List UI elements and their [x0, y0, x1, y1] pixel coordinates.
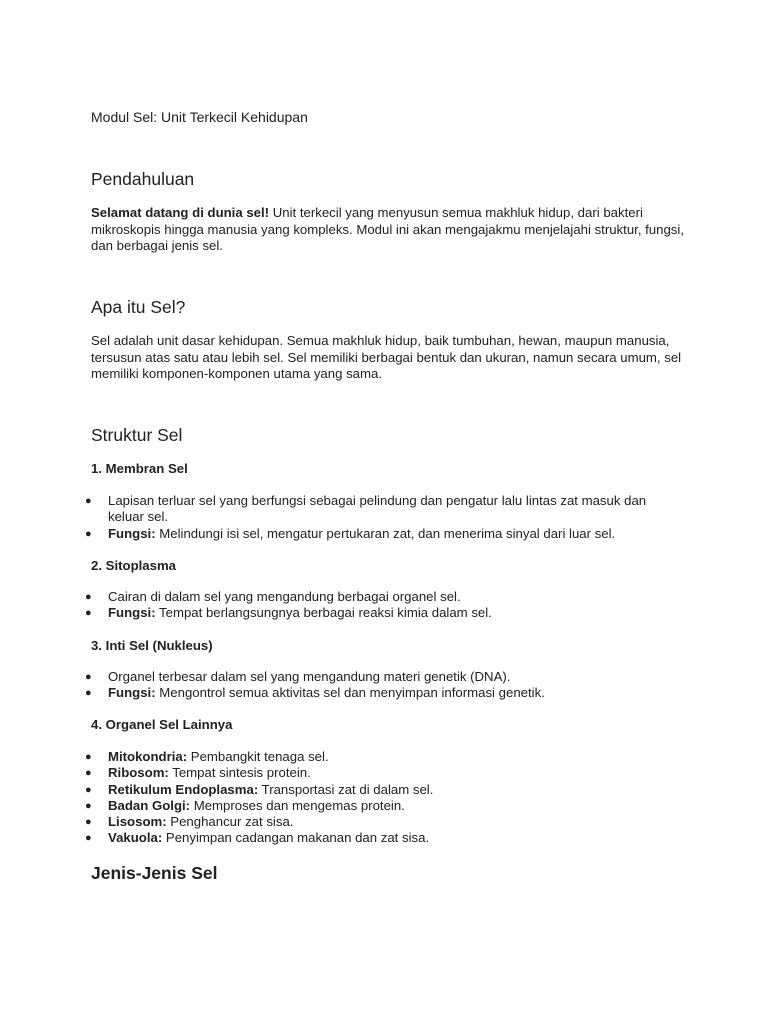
bullet-icon: ●: [85, 751, 92, 763]
item-label: Fungsi:: [108, 685, 156, 701]
item-text: Penyimpan cadangan makanan dan zat sisa.: [162, 830, 430, 846]
paragraph-apa-itu-sel: Sel adalah unit dasar kehidupan. Semua makhluk hidup, baik tumbuhan, hewan, maupun manusia, tersusun atas satu atau lebih sel. Sel memiliki berbagai bentuk dan ukuran, namun secara umum, sel memiliki komponen-komponen utama yang sama.: [91, 333, 682, 381]
intro-text: Unit terkecil yang menyusun semua makhluk hidup, dari bakteri mikroskopis hingga manusia yang kompleks. Modul ini akan mengajakmu menjelajahi struktur, fungsi, dan berbagai jenis sel.: [91, 205, 684, 253]
intro-bold-text: Selamat datang di dunia sel!: [91, 205, 270, 220]
item-label: Fungsi:: [108, 605, 156, 621]
bullet-icon: ●: [85, 591, 92, 603]
list-item: [85, 605, 685, 621]
bullet-icon: ●: [85, 687, 92, 700]
item-text: Melindungi isi sel, mengatur pertukaran zat, dan menerima sinyal dari luar sel.: [155, 525, 616, 541]
item-text: Pembangkit tenaga sel.: [187, 749, 329, 764]
list-item: [85, 782, 685, 798]
list-item: [85, 669, 685, 685]
subheading-organel-lainnya: 4. Organel Sel Lainnya: [91, 717, 233, 732]
list-sitoplasma: [85, 589, 685, 622]
list-item: [85, 830, 685, 846]
list-membran-sel: [85, 493, 685, 542]
subheading-sitoplasma: 2. Sitoplasma: [91, 558, 177, 573]
bullet-icon: ●: [85, 832, 92, 845]
document-title: Modul Sel: Unit Terkecil Kehidupan: [91, 109, 308, 125]
list-item: [85, 493, 685, 526]
heading-struktur-sel: Struktur Sel: [91, 425, 183, 445]
list-inti-sel: [85, 669, 685, 702]
heading-jenis-sel: Jenis-Jenis Sel: [91, 863, 218, 883]
bullet-icon: ●: [85, 607, 92, 620]
list-item: [85, 749, 685, 765]
heading-apa-itu-sel: Apa itu Sel?: [91, 297, 186, 317]
list-item: [85, 765, 685, 781]
heading-pendahuluan: Pendahuluan: [91, 169, 195, 189]
bullet-icon: ●: [85, 495, 92, 507]
bullet-icon: ●: [85, 816, 92, 829]
item-label: Vakuola:: [108, 830, 163, 846]
item-text: Transportasi zat di dalam sel.: [258, 781, 434, 797]
item-label: Mitokondria:: [108, 749, 188, 764]
item-text: Mengontrol semua aktivitas sel dan menyimpan informasi genetik.: [155, 685, 545, 701]
item-text: Organel terbesar dalam sel yang mengandung materi genetik (DNA).: [108, 669, 511, 684]
bullet-icon: ●: [85, 799, 92, 812]
list-item: [85, 685, 685, 701]
item-label: Fungsi:: [108, 525, 156, 541]
list-item: [85, 798, 685, 814]
item-label: Retikulum Endoplasma:: [108, 781, 259, 797]
item-label: Badan Golgi:: [108, 797, 191, 813]
list-item: [85, 589, 685, 605]
bullet-icon: ●: [85, 783, 92, 796]
paragraph-pendahuluan: [91, 205, 686, 255]
list-organel-lainnya: [85, 749, 685, 847]
list-item: [85, 526, 685, 542]
bullet-icon: ●: [85, 527, 92, 540]
item-text: Penghancur zat sisa.: [166, 814, 294, 830]
list-item: [85, 814, 685, 830]
item-text: Memproses dan mengemas protein.: [190, 797, 405, 813]
bullet-icon: ●: [85, 671, 92, 683]
subheading-membran-sel: 1. Membran Sel: [91, 461, 188, 476]
item-text: Lapisan terluar sel yang berfungsi sebagai pelindung dan pengatur lalu lintas zat masuk dan keluar sel.: [108, 493, 647, 525]
item-text: Tempat sintesis protein.: [168, 765, 311, 781]
item-text: Tempat berlangsungnya berbagai reaksi kimia dalam sel.: [155, 605, 492, 621]
bullet-icon: ●: [85, 767, 92, 780]
item-label: Lisosom:: [108, 814, 167, 830]
item-text: Cairan di dalam sel yang mengandung berbagai organel sel.: [108, 589, 461, 604]
item-label: Ribosom:: [108, 765, 169, 781]
subheading-inti-sel: 3. Inti Sel (Nukleus): [91, 638, 213, 653]
